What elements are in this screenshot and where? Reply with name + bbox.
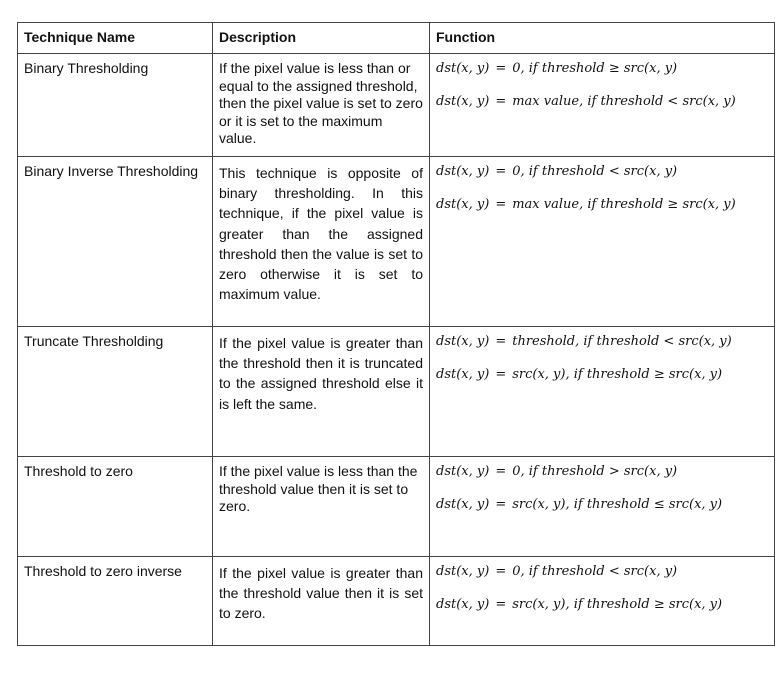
formula-lhs: dst(x, y)	[436, 564, 490, 579]
header-technique-name: Technique Name	[18, 23, 213, 54]
technique-name: Binary Inverse Thresholding	[18, 157, 213, 327]
formula-lhs: dst(x, y)	[436, 367, 490, 382]
table-row	[18, 157, 775, 327]
function-cell	[430, 557, 775, 646]
table-row	[18, 327, 775, 457]
formula-lhs: dst(x, y)	[436, 497, 490, 512]
formula-rhs: src(x, y), if threshold ≥ src(x, y)	[512, 597, 723, 612]
formula-rhs: src(x, y), if threshold ≥ src(x, y)	[512, 367, 723, 382]
formula-line	[436, 366, 768, 384]
formula-lhs: dst(x, y)	[436, 164, 490, 179]
technique-description: If the pixel value is greater than the threshold then it is truncated to the assigned threshold else it is left the same.	[213, 327, 430, 457]
formula-line	[436, 60, 768, 78]
technique-name: Truncate Thresholding	[18, 327, 213, 457]
formula-rhs: max value, if threshold ≥ src(x, y)	[512, 197, 736, 212]
thresholding-table	[17, 22, 775, 646]
formula-line	[436, 463, 768, 481]
equals-sign: =	[495, 597, 507, 612]
formula-lhs: dst(x, y)	[436, 334, 490, 349]
table-row	[18, 557, 775, 646]
function-cell	[430, 327, 775, 457]
header-function: Function	[430, 23, 775, 54]
formula-rhs: max value, if threshold < src(x, y)	[512, 94, 736, 109]
header-row	[18, 23, 775, 54]
equals-sign: =	[495, 61, 507, 76]
formula-rhs: 0, if threshold < src(x, y)	[512, 164, 678, 179]
equals-sign: =	[495, 464, 507, 479]
formula-line	[436, 596, 768, 614]
equals-sign: =	[495, 94, 507, 109]
technique-name: Threshold to zero inverse	[18, 557, 213, 646]
formula-rhs: src(x, y), if threshold ≤ src(x, y)	[512, 497, 723, 512]
equals-sign: =	[495, 564, 507, 579]
table-row	[18, 457, 775, 557]
function-cell	[430, 54, 775, 157]
header-description: Description	[213, 23, 430, 54]
equals-sign: =	[495, 197, 507, 212]
formula-line	[436, 163, 768, 181]
formula-rhs: 0, if threshold > src(x, y)	[512, 464, 678, 479]
formula-line	[436, 563, 768, 581]
formula-lhs: dst(x, y)	[436, 464, 490, 479]
technique-name: Threshold to zero	[18, 457, 213, 557]
function-cell	[430, 457, 775, 557]
formula-rhs: threshold, if threshold < src(x, y)	[512, 334, 732, 349]
formula-line	[436, 93, 768, 111]
technique-description: If the pixel value is greater than the threshold value then it is set to zero.	[213, 557, 430, 646]
technique-description: If the pixel value is less than the threshold value then it is set to zero.	[213, 457, 430, 557]
table-row	[18, 54, 775, 157]
formula-lhs: dst(x, y)	[436, 597, 490, 612]
formula-rhs: 0, if threshold < src(x, y)	[512, 564, 678, 579]
technique-name: Binary Thresholding	[18, 54, 213, 157]
formula-lhs: dst(x, y)	[436, 61, 490, 76]
formula-line	[436, 196, 768, 214]
formula-lhs: dst(x, y)	[436, 94, 490, 109]
equals-sign: =	[495, 164, 507, 179]
formula-lhs: dst(x, y)	[436, 197, 490, 212]
formula-line	[436, 496, 768, 514]
equals-sign: =	[495, 334, 507, 349]
formula-rhs: 0, if threshold ≥ src(x, y)	[512, 61, 678, 76]
technique-description: If the pixel value is less than or equal to the assigned threshold, then the pixel value is set to zero or it is set to the maximum value.	[213, 54, 430, 157]
equals-sign: =	[495, 367, 507, 382]
formula-line	[436, 333, 768, 351]
technique-description: This technique is opposite of binary thresholding. In this technique, if the pixel value is greater than the assigned threshold then the value is set to zero otherwise it is set to maximum value.	[213, 157, 430, 327]
equals-sign: =	[495, 497, 507, 512]
function-cell	[430, 157, 775, 327]
